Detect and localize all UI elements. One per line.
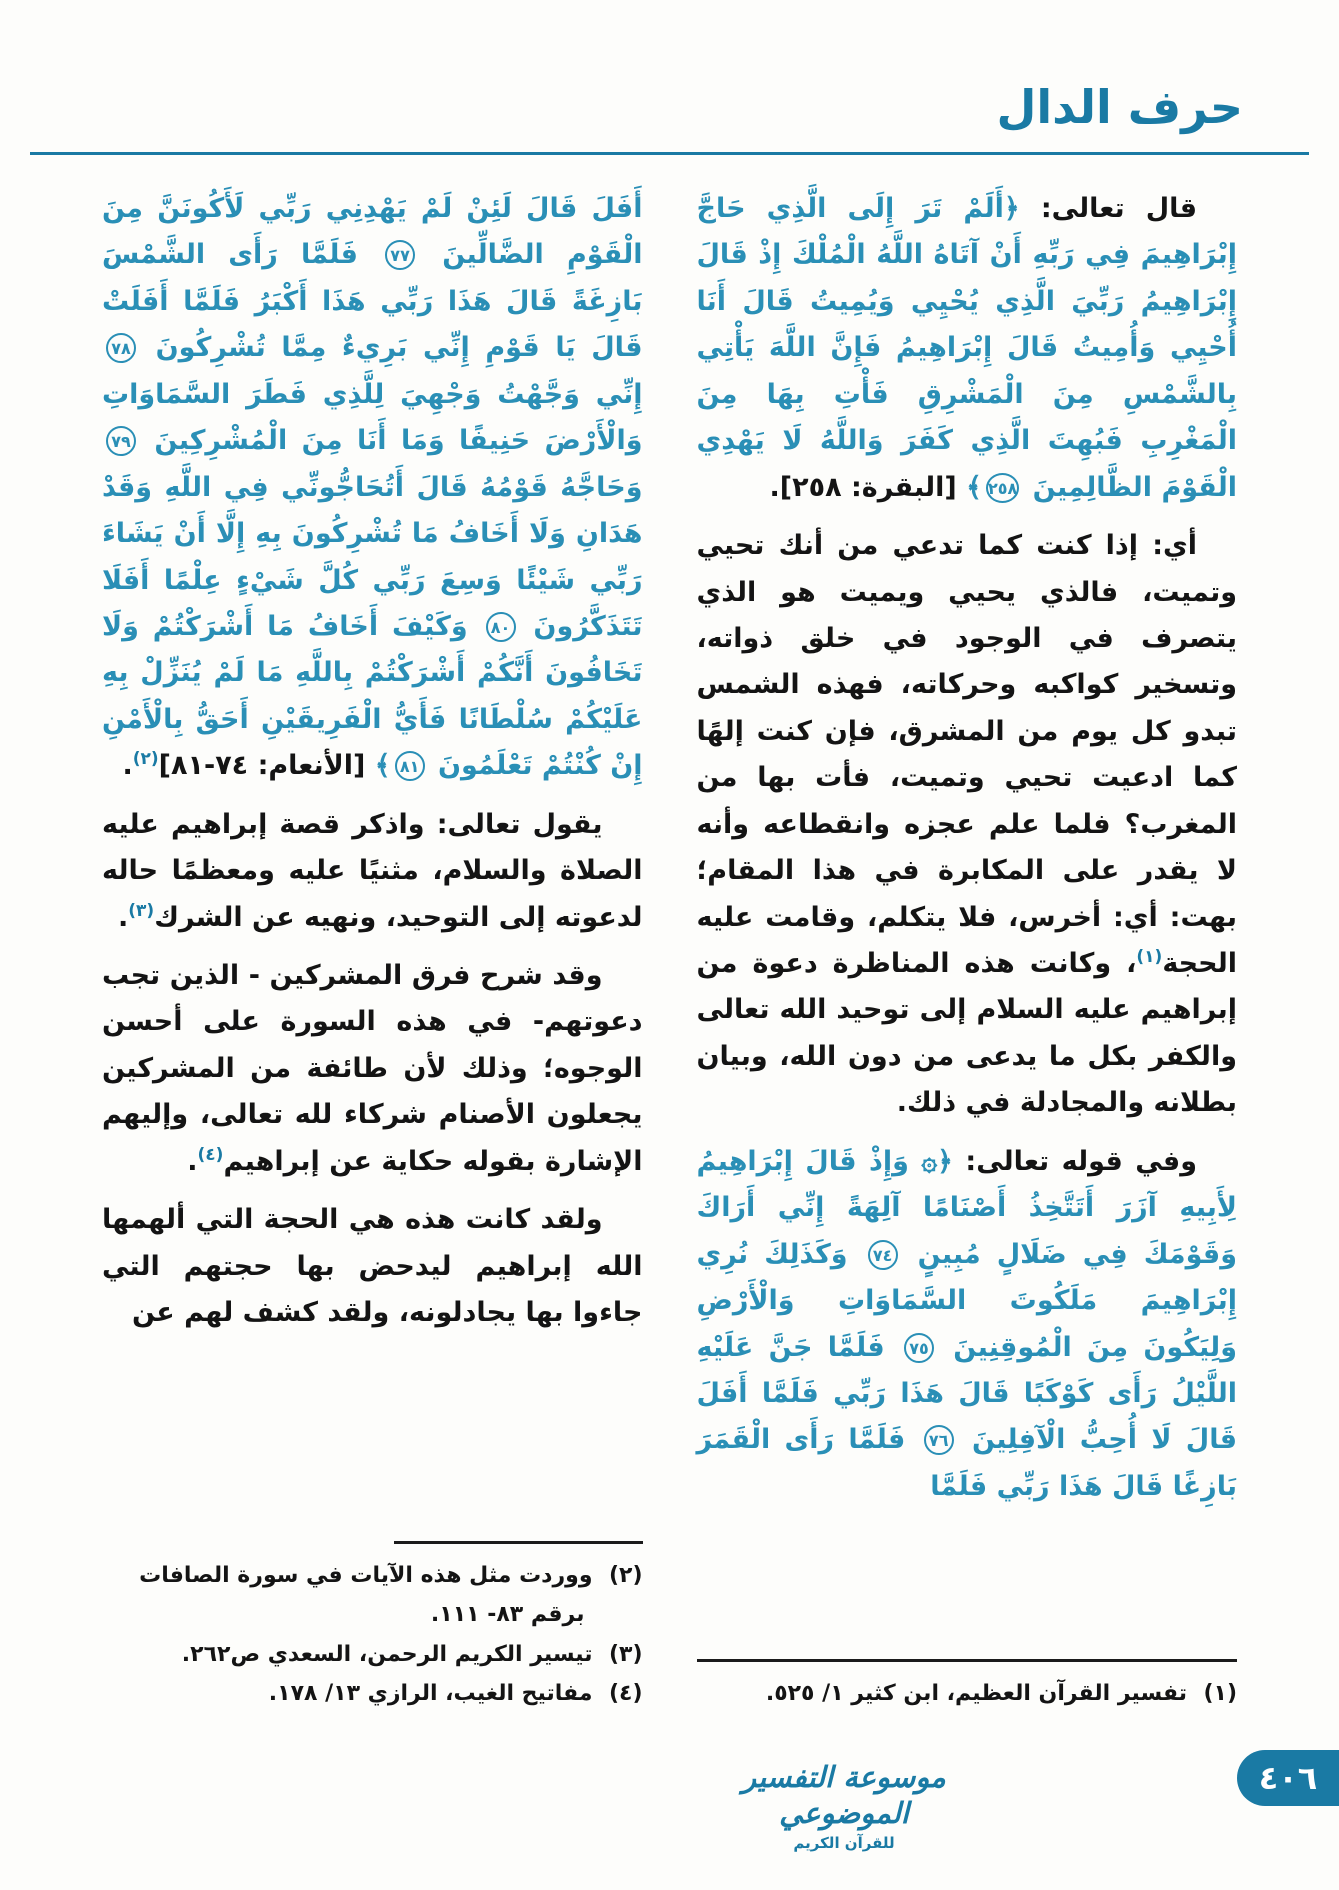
verse-reference-baqarah: [البقرة: ٢٥٨]. — [769, 471, 967, 503]
text-columns — [102, 186, 1237, 1714]
right-footnotes — [697, 1653, 1238, 1714]
publisher-logo-title: موسوعة التفسير الموضوعي — [742, 1759, 946, 1830]
quran-verses-anam-74-76: ﴿۞ وَإِذْ قَالَ إِبْرَاهِيمُ لِأَبِيهِ آزَرَ أَتَتَّخِذُ أَصْنَامًا آلِهَةً إِنِّي أَرَاكَ وَقَوْمَكَ فِي ضَلَالٍ مُبِينٍ ٧٤ وَكَذَلِكَ نُرِي إِبْرَاهِيمَ مَلَكُوتَ السَّمَاوَاتِ وَالْأَرْضِ وَلِيَكُونَ مِنَ الْمُوقِنِينَ ٧٥ فَلَمَّا جَنَّ عَلَيْهِ اللَّيْلُ رَأَى كَوْكَبًا قَالَ هَذَا رَبِّي فَلَمَّا أَفَلَ قَالَ لَا أُحِبُّ الْآفِلِينَ ٧٦ فَلَمَّا رَأَى الْقَمَرَ بَازِغًا قَالَ هَذَا رَبِّي فَلَمَّا — [696, 1145, 1238, 1502]
commentary-text: . — [187, 1145, 198, 1177]
paragraph-quote-anam-cont — [102, 186, 643, 790]
commentary-text: وقد شرح فرق المشركين - الذين تجب دعوتهم- في هذه السورة على أحسن الوجوه؛ وذلك لأن طائفة من المشركين يجعلون الأصنام شركاء لله تعالى، وإليهم الإشارة بقوله حكاية عن إبراهيم — [102, 960, 643, 1177]
footnote-2 — [102, 1556, 643, 1635]
left-column — [102, 186, 643, 1714]
commentary-text: ، وكانت هذه المناظرة دعوة من إبراهيم عليه السلام إلى توحيد الله تعالى والكفر بكل ما يدعى من دون الله، وبيان بطلانه والمجادلة في ذلك. — [696, 948, 1237, 1119]
footnote-marker: (٤) — [608, 1681, 643, 1707]
commentary-text: . — [117, 901, 129, 933]
page-number: ٤٠٦ — [1258, 1759, 1318, 1797]
footnote-separator — [697, 1659, 1238, 1662]
publisher-logo — [699, 1759, 989, 1853]
period: . — [122, 750, 133, 782]
footnote-marker: (٣) — [608, 1641, 643, 1667]
footnote-text: ووردت مثل هذه الآيات في سورة الصافات برقم ٨٣- ١١١. — [139, 1562, 593, 1628]
commentary-paragraph — [102, 953, 643, 1185]
footnote-ref-3: (٣) — [128, 900, 155, 921]
right-column — [697, 186, 1238, 1714]
commentary-text: أي: إذا كنت كما تدعي من أنك تحيي وتميت، فالذي يحيي ويميت هو الذي يتصرف في الوجود في خلق ذواته، وتسخير كواكبه وحركاته، فهذه الشمس تبدو كل يوم من المشرق، فإن كنت إلهًا كما ادعيت تحيي وتميت، فأت بها من المغرب؟ فلما علم عجزه وانقطاعه وأنه لا يقدر على المكابرة في هذا المقام؛ بهت: أي: أخرس، فلا يتكلم، وقامت عليه الحجة — [696, 530, 1237, 979]
footnote-text: تفسير القرآن العظيم، ابن كثير ١/ ٥٢٥. — [765, 1681, 1187, 1707]
footnote-4 — [102, 1674, 643, 1714]
commentary-paragraph — [102, 802, 643, 941]
footnote-marker: (١) — [1203, 1681, 1237, 1707]
footnote-text: تيسير الكريم الرحمن، السعدي ص٢٦٢. — [181, 1641, 593, 1667]
footnote-separator — [394, 1541, 643, 1544]
commentary-paragraph — [697, 523, 1238, 1127]
left-footnotes — [102, 1535, 643, 1714]
commentary-paragraph: ولقد كانت هذه هي الحجة التي ألهمها الله إبراهيم ليدحض بها حجتهم التي جاءوا بها يجادلونه، ولقد كشف لهم عن — [102, 1204, 643, 1329]
paragraph-quote-baqarah — [697, 186, 1238, 511]
publisher-logo-subtitle: للقرآن الكريم — [793, 1834, 895, 1852]
footnote-text: مفاتيح الغيب، الرازي ١٣/ ١٧٨. — [268, 1681, 593, 1707]
header-rule — [30, 152, 1309, 155]
footnote-1 — [697, 1674, 1238, 1714]
quran-verse-baqarah-258: ﴿أَلَمْ تَرَ إِلَى الَّذِي حَاجَّ إِبْرَاهِيمَ فِي رَبِّهِ أَنْ آتَاهُ اللَّهُ الْمُلْكَ إِذْ قَالَ إِبْرَاهِيمُ رَبِّيَ الَّذِي يُحْيِي وَيُمِيتُ قَالَ أَنَا أُحْيِي وَأُمِيتُ قَالَ إِبْرَاهِيمُ فَإِنَّ اللَّهَ يَأْتِي بِالشَّمْسِ مِنَ الْمَشْرِقِ فَأْتِ بِهَا مِنَ الْمَغْرِبِ فَبُهِتَ الَّذِي كَفَرَ وَاللَّهُ لَا يَهْدِي الْقَوْمَ الظَّالِمِينَ ٢٥٨﴾ — [696, 193, 1237, 503]
page-number-badge — [1237, 1750, 1339, 1806]
quran-verses-anam-77-81: أَفَلَ قَالَ لَئِنْ لَمْ يَهْدِنِي رَبِّي لَأَكُونَنَّ مِنَ الْقَوْمِ الضَّالِّينَ ٧٧ فَلَمَّا رَأَى الشَّمْسَ بَازِغَةً قَالَ هَذَا رَبِّي هَذَا أَكْبَرُ فَلَمَّا أَفَلَتْ قَالَ يَا قَوْمِ إِنِّي بَرِيءٌ مِمَّا تُشْرِكُونَ ٧٨ إِنِّي وَجَّهْتُ وَجْهِيَ لِلَّذِي فَطَرَ السَّمَاوَاتِ وَالْأَرْضَ حَنِيفًا وَمَا أَنَا مِنَ الْمُشْرِكِينَ ٧٩ وَحَاجَّهُ قَوْمُهُ قَالَ أَتُحَاجُّونِّي فِي اللَّهِ وَقَدْ هَدَانِ وَلَا أَخَافُ مَا تُشْرِكُونَ بِهِ إِلَّا أَنْ يَشَاءَ رَبِّي شَيْئًا وَسِعَ رَبِّي كُلَّ شَيْءٍ عِلْمًا أَفَلَا تَتَذَكَّرُونَ ٨٠ وَكَيْفَ أَخَافُ مَا أَشْرَكْتُمْ وَلَا تَخَافُونَ أَنَّكُمْ أَشْرَكْتُمْ بِاللَّهِ مَا لَمْ يُنَزِّلْ بِهِ عَلَيْكُمْ سُلْطَانًا فَأَيُّ الْفَرِيقَيْنِ أَحَقُّ بِالْأَمْنِ إِنْ كُنْتُمْ تَعْلَمُونَ ٨١﴾ — [102, 193, 643, 782]
footnote-3 — [102, 1635, 643, 1675]
chapter-title: حرف الدال — [996, 80, 1243, 134]
commentary-text: يقول تعالى: واذكر قصة إبراهيم عليه الصلاة والسلام، مثنيًا عليه ومعظمًا حاله لدعوته إلى التوحيد، ونهيه عن الشرك — [102, 808, 643, 933]
footnote-ref-4: (٤) — [197, 1144, 224, 1165]
quote-intro: وفي قوله تعالى: — [952, 1145, 1197, 1177]
footnote-ref-2: (٢) — [132, 749, 159, 770]
footnote-marker: (٢) — [608, 1562, 643, 1588]
verse-reference-anam: [الأنعام: ٧٤-٨١] — [158, 750, 375, 782]
paragraph-quote-anam-start — [697, 1139, 1238, 1511]
footnote-ref-1: (١) — [1136, 947, 1163, 967]
quote-intro: قال تعالى: — [1019, 193, 1197, 224]
